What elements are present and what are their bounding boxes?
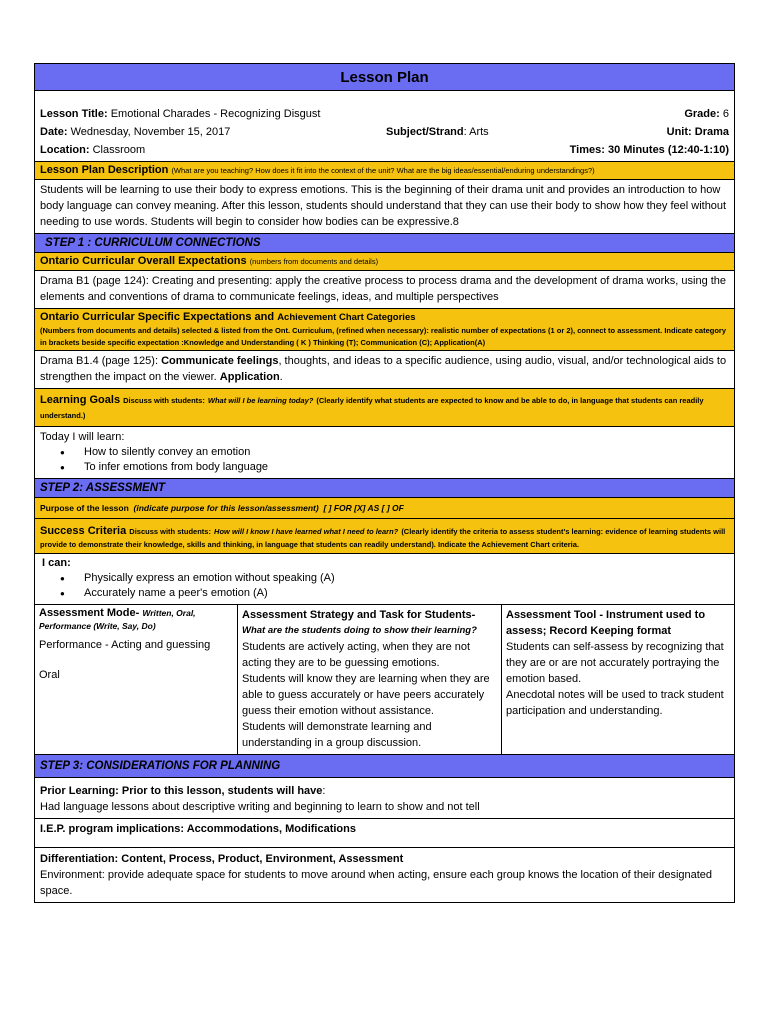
- specific-text-b: Communicate feelings: [161, 355, 279, 367]
- iep-section: [35, 819, 734, 848]
- overall-expectations-text: Drama B1 (page 124): Creating and presenting: apply the creative process to process drama and the development of drama works, using the elements and conventions of drama to communicate feelings, ideas, and multiple perspectives: [35, 271, 734, 309]
- goals-heading: Learning Goals: [40, 394, 121, 406]
- specific-expectations-text: [35, 351, 734, 389]
- assessment-mode-cell: [35, 605, 238, 754]
- page-title: Lesson Plan: [35, 64, 734, 91]
- specific-text-d: Application: [219, 371, 280, 383]
- lesson-title-label: Lesson Title:: [40, 108, 108, 120]
- overall-expectations-band: [35, 253, 734, 271]
- strategy-text-1: Students are actively acting, when they are not acting they are to be guessing emotions.: [242, 641, 471, 669]
- mode-line: Oral: [39, 669, 60, 681]
- times-value: Times: 30 Minutes (12:40-1:10): [569, 144, 729, 156]
- can-item: ● Accurately name a peer's emotion (A): [60, 586, 729, 601]
- criteria-hint-c: (Clearly identify the criteria to assess student's learning: evidence of learning students will provide to demonstrate their knowledge, skills and thinking, in language that students can readily understand). Indicate the Achievement Chart criteria.: [40, 527, 726, 549]
- diff-text: Environment: provide adequate space for students to move around when acting, ensure each group knows the location of their designated space.: [40, 869, 713, 897]
- description-band: [35, 162, 734, 180]
- unit-label: Unit:: [666, 126, 692, 138]
- tool-heading: Assessment Tool - Instrument used to assess; Record Keeping format: [506, 609, 706, 637]
- learning-goals-body: [35, 427, 734, 479]
- specific-heading-small: Achievement Chart Categories: [277, 312, 416, 323]
- assessment-strategy-cell: [238, 605, 502, 754]
- can-list: [60, 571, 729, 601]
- mode-hint: Written, Oral, Performance (Write, Say, Do): [39, 608, 196, 631]
- success-criteria-band: [35, 519, 734, 554]
- overall-heading: Ontario Curricular Overall Expectations: [40, 255, 247, 267]
- assessment-tool-cell: [502, 605, 734, 754]
- strategy-heading: Assessment Strategy and Task for Students-: [242, 609, 476, 621]
- location-value: Classroom: [92, 144, 146, 156]
- goals-hint-a: Discuss with students:: [123, 396, 205, 405]
- goals-list: [60, 445, 729, 475]
- specific-hint: (Numbers from documents and details) selected & listed from the Ont. Curriculum, (refined when necessary): realistic number of expectations (1 or 2), connect to assessment. Indicate category in brackets beside specific expectation :Knowledge and Understanding ( K ) Thinking (T); Communication (C); Application(A): [40, 326, 727, 347]
- success-criteria-body: [35, 554, 734, 605]
- location-label: Location:: [40, 144, 90, 156]
- subject-label: Subject/Strand: [386, 126, 464, 138]
- specific-text-c: , thoughts, and ideas to a specific audience, using audio, visual, and/or technological aids to strengthen the impact on the viewer.: [40, 355, 727, 383]
- header-row-location: [40, 141, 729, 159]
- goals-intro: Today I will learn:: [40, 431, 125, 443]
- criteria-heading: Success Criteria: [40, 525, 127, 537]
- specific-expectations-band: [35, 309, 734, 351]
- date-value: Wednesday, November 15, 2017: [70, 126, 231, 138]
- criteria-hint-b: How will I know I have learned what I need to learn?: [214, 527, 399, 536]
- strategy-hint: What are the students doing to show their learning?: [242, 625, 477, 636]
- purpose-band: [35, 498, 734, 519]
- specific-text-e: .: [279, 371, 283, 383]
- specific-text-a: Drama B1.4 (page 125):: [40, 355, 159, 367]
- strategy-text-2: Students will know they are learning when they are able to guess accurately or have peers accurately guess their emotion without assistance.: [242, 673, 490, 717]
- goal-item: ● How to silently convey an emotion: [60, 445, 729, 460]
- lesson-header: [35, 91, 734, 162]
- prior-text: Had language lessons about descriptive writing and beginning to learn to show and not tell: [40, 801, 480, 813]
- grade-value: 6: [722, 108, 729, 120]
- goals-hint-b: What will I be learning today?: [207, 396, 314, 405]
- step1-band: STEP 1 : CURRICULUM CONNECTIONS: [35, 234, 734, 253]
- differentiation-section: [35, 848, 734, 902]
- prior-colon: :: [322, 785, 326, 797]
- can-intro: I can:: [42, 557, 71, 569]
- description-hint: (What are you teaching? How does it fit into the context of the unit? What are the big ideas/essential/enduring understandings?): [171, 166, 595, 175]
- lesson-plan-sheet: [34, 63, 735, 903]
- overall-hint: (numbers from documents and details): [249, 257, 379, 266]
- strategy-text-3: Students will demonstrate learning and understanding in a group discussion.: [242, 721, 432, 749]
- prior-heading: Prior Learning: Prior to this lesson, students will have: [40, 785, 323, 797]
- grade-label: Grade:: [684, 108, 720, 120]
- diff-heading: Differentiation: Content, Process, Product, Environment, Assessment: [40, 853, 404, 865]
- assessment-grid: [35, 605, 734, 755]
- header-row-title: [40, 105, 729, 123]
- prior-learning-section: [35, 778, 734, 819]
- specific-heading: Ontario Curricular Specific Expectations and: [40, 311, 275, 323]
- goal-item: ● To infer emotions from body language: [60, 460, 729, 475]
- mode-line: Performance - Acting and guessing: [39, 639, 211, 651]
- iep-heading: I.E.P. program implications: Accommodations, Modifications: [40, 823, 356, 835]
- mode-heading: Assessment Mode-: [39, 607, 140, 619]
- can-item: ● Physically express an emotion without speaking (A): [60, 571, 729, 586]
- purpose-heading: Purpose of the lesson: [40, 503, 129, 513]
- purpose-hint: (indicate purpose for this lesson/assessment): [133, 503, 319, 513]
- subject-value: : Arts: [463, 126, 489, 138]
- goals-hint-c: (Clearly identify what students are expected to know and be able to do, in language that students can readily understand.): [40, 396, 704, 420]
- description-text: Students will be learning to use their body to express emotions. This is the beginning of their drama unit and provides an introduction to how body language can convey meaning. After this lesson, students should understand that they can use their body to show how they feel without needing to use words. Students will begin to consider how bodies can be expressive.8: [35, 180, 734, 234]
- header-row-date: [40, 123, 729, 141]
- purpose-options: [ ] FOR [X] AS [ ] OF: [323, 503, 404, 513]
- description-heading: Lesson Plan Description: [40, 164, 169, 176]
- criteria-hint-a: Discuss with students:: [129, 527, 211, 536]
- step3-band: STEP 3: CONSIDERATIONS FOR PLANNING: [35, 755, 734, 778]
- tool-text-2: Anecdotal notes will be used to track student participation and understanding.: [506, 689, 724, 717]
- lesson-title-value: Emotional Charades - Recognizing Disgust: [110, 108, 321, 120]
- learning-goals-band: [35, 389, 734, 427]
- step2-band: STEP 2: ASSESSMENT: [35, 479, 734, 498]
- tool-text-1: Students can self-assess by recognizing that they are or are not accurately portraying the emotion based.: [506, 641, 724, 685]
- date-label: Date:: [40, 126, 68, 138]
- unit-value: Drama: [694, 126, 729, 138]
